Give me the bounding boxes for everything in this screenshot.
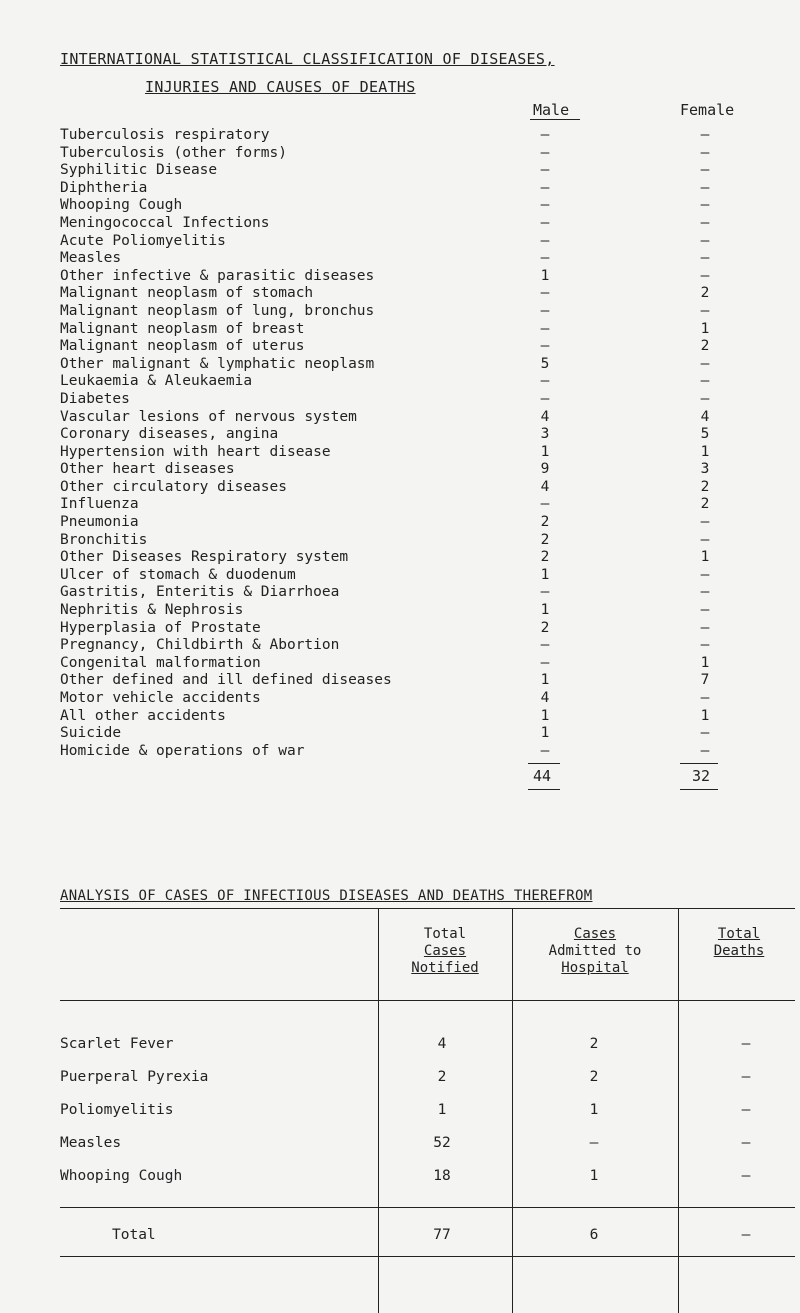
causes-list	[60, 127, 392, 760]
cause-name: Suicide	[60, 725, 122, 742]
cause-name: Bronchitis	[60, 531, 148, 548]
analysis-header-rule	[60, 1000, 795, 1001]
cause-female-value: 1	[700, 443, 710, 460]
cause-male-value: —	[540, 390, 550, 407]
cause-name: Other defined and ill defined diseases	[60, 672, 392, 689]
cause-female-value: 2	[700, 478, 710, 495]
header-admitted: Cases Admitted to Hospital	[548, 926, 642, 976]
cause-name: Vascular lesions of nervous system	[60, 408, 357, 425]
analysis-notified: 52	[433, 1135, 451, 1151]
cause-name: Diphtheria	[60, 179, 148, 196]
cause-male-value: 4	[540, 690, 550, 706]
analysis-deaths: —	[741, 1102, 751, 1118]
cause-name: Other malignant & lymphatic neoplasm	[60, 355, 375, 372]
analysis-deaths: —	[741, 1036, 751, 1052]
analysis-total-label: Total	[112, 1227, 156, 1243]
cause-name: Meningococcal Infections	[60, 214, 270, 231]
cause-name: Hyperplasia of Prostate	[60, 619, 261, 636]
analysis-notified: 18	[433, 1168, 451, 1184]
analysis-disease: Whooping Cough	[60, 1168, 183, 1184]
cause-female-value: —	[700, 232, 710, 249]
cause-female-value: —	[700, 514, 710, 531]
cause-female-value: —	[700, 144, 710, 161]
cause-name: Malignant neoplasm of stomach	[60, 285, 314, 302]
analysis-deaths: —	[741, 1135, 751, 1151]
analysis-disease: Poliomyelitis	[60, 1102, 174, 1118]
cause-name: Acute Poliomyelitis	[60, 232, 226, 249]
cause-female-value: 3	[700, 461, 710, 478]
cause-female-value: —	[700, 390, 710, 407]
cause-female-value: —	[700, 250, 710, 267]
cause-male-value: —	[540, 144, 550, 161]
cause-male-value: —	[540, 232, 550, 249]
cause-female-value: —	[700, 584, 710, 601]
cause-female-value: —	[700, 179, 710, 196]
cause-male-value: 2	[540, 619, 550, 636]
cause-name: Malignant neoplasm of uterus	[60, 338, 305, 355]
cause-name: Malignant neoplasm of lung, bronchus	[60, 302, 375, 319]
cause-male-value: 5	[540, 355, 550, 372]
cause-name: Ulcer of stomach & duodenum	[60, 566, 296, 583]
cause-female-value: —	[700, 355, 710, 372]
cause-male-value: —	[540, 127, 550, 143]
cause-male-value: —	[540, 285, 550, 302]
cause-name: Malignant neoplasm of breast	[60, 320, 305, 337]
cause-name: Other infective & parasitic diseases	[60, 267, 375, 284]
cause-female-value: 1	[700, 654, 710, 671]
analysis-bottom-rule	[60, 1256, 795, 1257]
cause-name: Leukaemia & Aleukaemia	[60, 373, 253, 390]
cause-female-value: —	[700, 197, 710, 214]
cause-male-value: —	[540, 338, 550, 355]
document-subtitle: INJURIES AND CAUSES OF DEATHS	[145, 78, 416, 96]
cause-name: Pregnancy, Childbirth & Abortion	[60, 637, 340, 654]
cause-female-value: —	[700, 619, 710, 636]
analysis-disease: Measles	[60, 1135, 122, 1151]
cause-name: Other heart diseases	[60, 461, 235, 478]
cause-name: Congenital malformation	[60, 654, 261, 671]
analysis-admitted: 1	[589, 1168, 599, 1184]
cause-female-value: 2	[700, 285, 710, 302]
cause-female-value: —	[700, 531, 710, 548]
male-values	[530, 127, 560, 760]
analysis-admitted: 1	[589, 1102, 599, 1118]
cause-female-value: 5	[700, 426, 710, 443]
cause-female-value: 2	[700, 338, 710, 355]
cause-male-value: —	[540, 654, 550, 671]
analysis-admitted: 2	[589, 1069, 599, 1085]
analysis-disease: Puerperal Pyrexia	[60, 1069, 209, 1085]
cause-female-value: —	[700, 742, 710, 759]
cause-male-value: —	[540, 162, 550, 179]
cause-female-value: 2	[700, 496, 710, 513]
cause-male-value: —	[540, 197, 550, 214]
female-total-rule	[680, 763, 718, 764]
cause-name: Whooping Cough	[60, 197, 183, 214]
cause-name: Gastritis, Enteritis & Diarrhoea	[60, 584, 340, 601]
cause-female-value: —	[700, 302, 710, 319]
cause-male-value: —	[540, 250, 550, 267]
cause-male-value: 4	[540, 478, 550, 495]
cause-name: Homicide & operations of war	[60, 742, 305, 759]
cause-male-value: 1	[540, 707, 550, 724]
analysis-total-admitted: 6	[589, 1227, 599, 1243]
cause-male-value: 2	[540, 531, 550, 548]
female-values	[690, 127, 720, 760]
cause-female-value: —	[700, 267, 710, 284]
male-total-underline	[528, 789, 560, 790]
male-header-rule	[530, 119, 580, 120]
cause-name: Other Diseases Respiratory system	[60, 549, 349, 566]
cause-female-value: 1	[700, 549, 710, 566]
analysis-notified: 2	[437, 1069, 447, 1085]
cause-name: Influenza	[60, 496, 139, 513]
cause-female-value: —	[700, 127, 710, 143]
male-total-rule	[528, 763, 560, 764]
cause-female-value: —	[700, 214, 710, 231]
cause-female-value: —	[700, 725, 710, 742]
cause-male-value: 1	[540, 725, 550, 742]
cause-male-value: —	[540, 496, 550, 513]
cause-female-value: 7	[700, 672, 710, 689]
analysis-deaths: —	[741, 1069, 751, 1085]
cause-female-value: 4	[700, 408, 710, 425]
cause-male-value: —	[540, 179, 550, 196]
cause-male-value: 4	[540, 408, 550, 425]
cause-female-value: 1	[700, 320, 710, 337]
analysis-deaths: —	[741, 1168, 751, 1184]
cause-name: Pneumonia	[60, 514, 139, 531]
cause-male-value: —	[540, 742, 550, 759]
analysis-total-notified: 77	[433, 1227, 451, 1243]
cause-name: Diabetes	[60, 390, 130, 407]
cause-female-value: —	[700, 373, 710, 390]
header-notified: Total Cases Notified	[411, 926, 479, 976]
cause-name: Other circulatory diseases	[60, 478, 287, 495]
male-total: 44	[533, 767, 552, 785]
cause-name: Motor vehicle accidents	[60, 690, 261, 706]
cause-male-value: —	[540, 637, 550, 654]
cause-male-value: —	[540, 214, 550, 231]
cause-name: Hypertension with heart disease	[60, 443, 331, 460]
cause-name: Syphilitic Disease	[60, 162, 218, 179]
cause-female-value: —	[700, 637, 710, 654]
cause-male-value: 1	[540, 602, 550, 619]
analysis-notified: 4	[437, 1036, 447, 1052]
analysis-top-rule	[60, 908, 795, 909]
cause-male-value: 1	[540, 443, 550, 460]
cause-name: All other accidents	[60, 707, 226, 724]
cause-name: Tuberculosis (other forms)	[60, 144, 287, 161]
cause-male-value: 2	[540, 514, 550, 531]
header-deaths: Total Deaths	[713, 926, 765, 959]
analysis-admitted: 2	[589, 1036, 599, 1052]
cause-name: Measles	[60, 250, 122, 267]
female-column-header: Female	[680, 101, 735, 119]
analysis-disease: Scarlet Fever	[60, 1036, 174, 1052]
cause-male-value: 9	[540, 461, 550, 478]
cause-male-value: 1	[540, 267, 550, 284]
analysis-notified: 1	[437, 1102, 447, 1118]
analysis-title: ANALYSIS OF CASES OF INFECTIOUS DISEASES AND DEATHS THEREFROM	[60, 888, 593, 904]
cause-male-value: —	[540, 302, 550, 319]
cause-female-value: 1	[700, 707, 710, 724]
cause-male-value: —	[540, 320, 550, 337]
male-column-header: Male	[533, 101, 570, 119]
cause-male-value: 1	[540, 672, 550, 689]
cause-male-value: —	[540, 373, 550, 390]
analysis-divider-3	[678, 909, 679, 1313]
female-total: 32	[692, 767, 711, 785]
analysis-total-deaths: —	[741, 1227, 751, 1243]
cause-name: Tuberculosis respiratory	[60, 127, 270, 143]
cause-name: Nephritis & Nephrosis	[60, 602, 244, 619]
cause-male-value: 3	[540, 426, 550, 443]
document-title: INTERNATIONAL STATISTICAL CLASSIFICATION OF DISEASES,	[60, 50, 555, 68]
cause-name: Coronary diseases, angina	[60, 426, 279, 443]
cause-male-value: 1	[540, 566, 550, 583]
cause-female-value: —	[700, 602, 710, 619]
cause-male-value: —	[540, 584, 550, 601]
analysis-admitted: —	[589, 1135, 599, 1151]
cause-female-value: —	[700, 566, 710, 583]
analysis-total-top-rule	[60, 1207, 795, 1208]
cause-female-value: —	[700, 690, 710, 706]
female-total-underline	[680, 789, 718, 790]
cause-male-value: 2	[540, 549, 550, 566]
cause-female-value: —	[700, 162, 710, 179]
